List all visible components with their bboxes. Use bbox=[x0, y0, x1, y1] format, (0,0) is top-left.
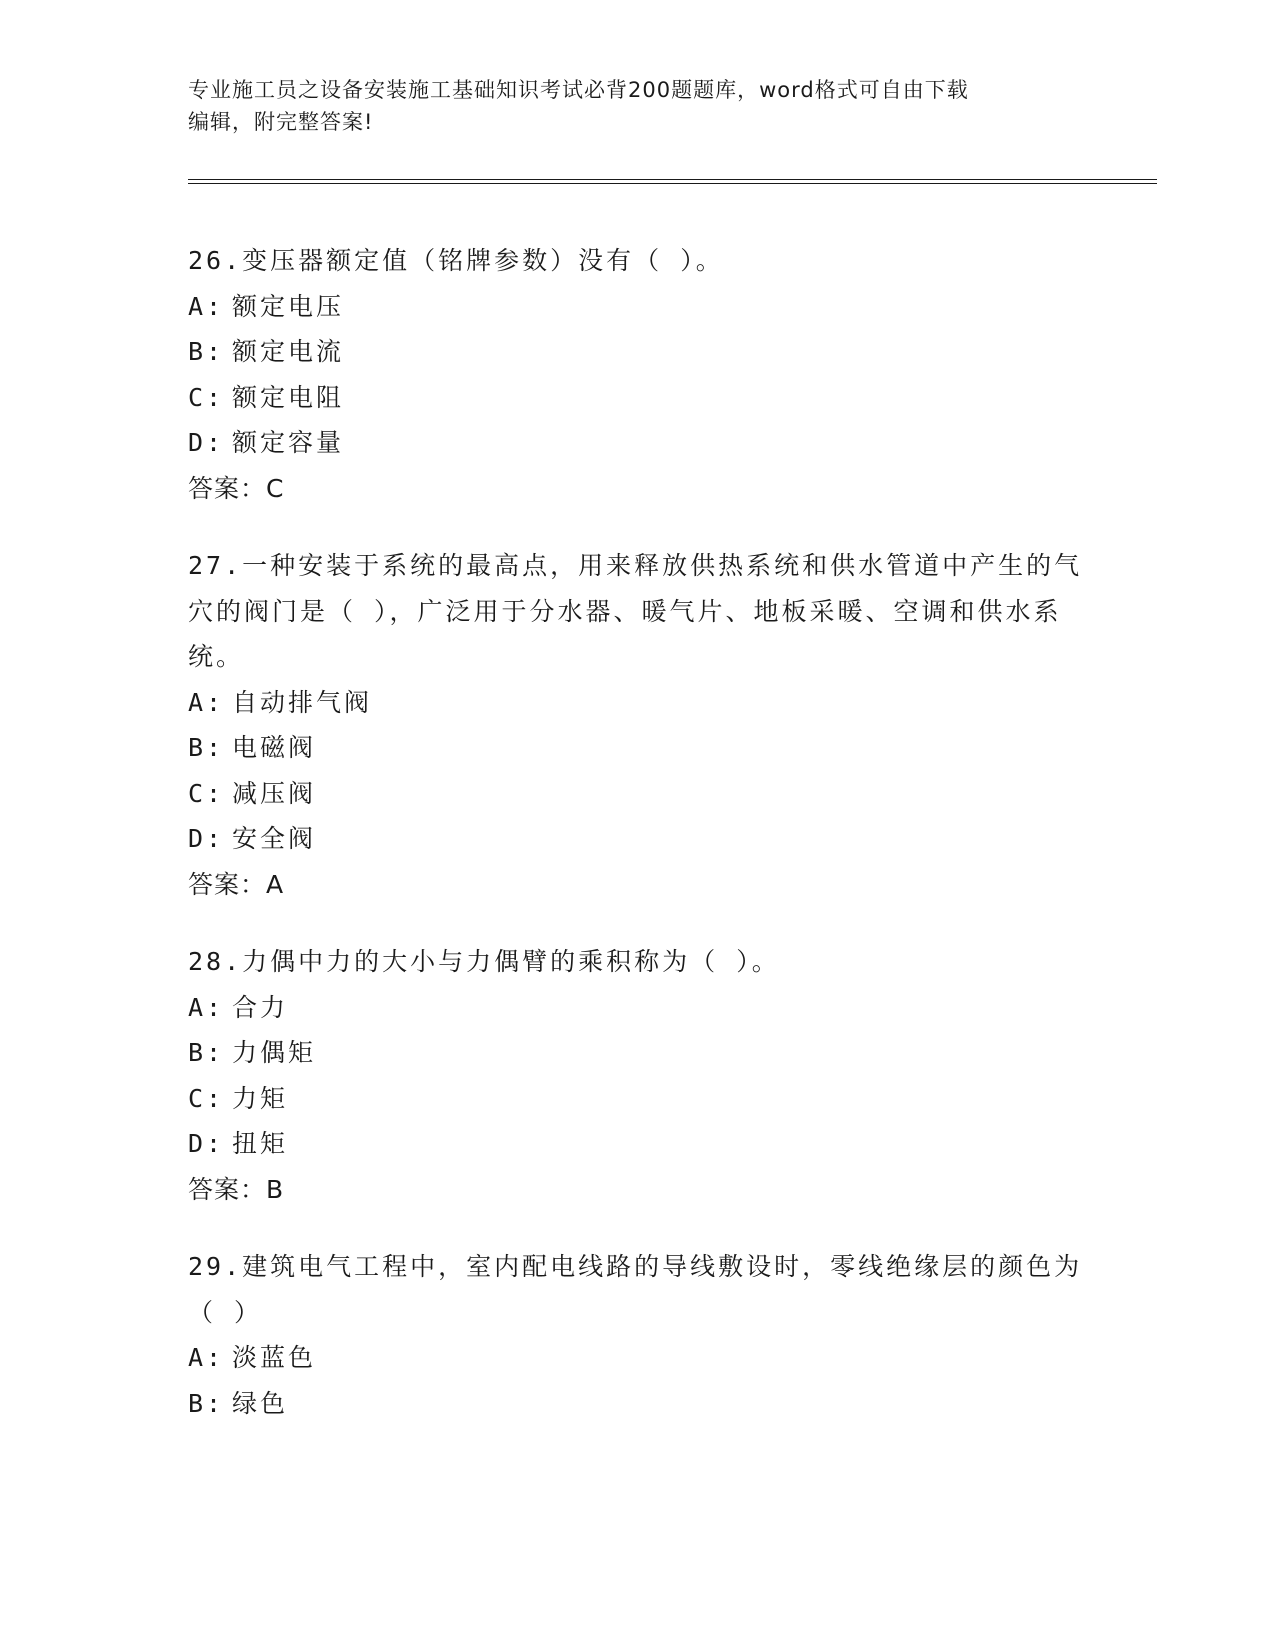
question-list bbox=[188, 238, 1088, 1458]
option-d bbox=[188, 420, 1088, 466]
option-text: 减压阀 bbox=[232, 778, 317, 808]
option-text: 力矩 bbox=[232, 1083, 289, 1113]
option-key: D: bbox=[188, 824, 225, 853]
option-text: 额定电阻 bbox=[232, 382, 345, 412]
document-header bbox=[188, 74, 1068, 138]
answer-line: 答案：C bbox=[188, 473, 285, 503]
option-key: D: bbox=[188, 1129, 225, 1158]
option-key: C: bbox=[188, 382, 225, 412]
header-divider-bottom bbox=[188, 183, 1157, 184]
option-text: 扭矩 bbox=[232, 1129, 289, 1158]
answer-line: 答案：B bbox=[188, 1174, 285, 1204]
option-text: 额定电压 bbox=[232, 291, 345, 321]
option-c bbox=[188, 1076, 1088, 1122]
option-b bbox=[188, 725, 1088, 771]
option-key: D: bbox=[188, 428, 225, 457]
question-27 bbox=[188, 543, 1088, 907]
option-key: A: bbox=[188, 687, 225, 717]
option-a bbox=[188, 284, 1088, 330]
option-key: B: bbox=[188, 1388, 225, 1418]
question-29 bbox=[188, 1244, 1088, 1426]
question-text: 27.一种安装于系统的最高点，用来释放供热系统和供水管道中产生的气穴的阀门是（ ），广泛用于分水器、暖气片、地板采暖、空调和供水系统。 bbox=[188, 551, 1083, 671]
option-text: 自动排气阀 bbox=[232, 687, 373, 717]
option-key: B: bbox=[188, 337, 225, 366]
option-a bbox=[188, 985, 1088, 1031]
option-text: 安全阀 bbox=[232, 824, 317, 853]
option-a bbox=[188, 1335, 1088, 1381]
option-c bbox=[188, 771, 1088, 817]
option-d bbox=[188, 816, 1088, 862]
question-text: 28.力偶中力的大小与力偶臂的乘积称为（ ）。 bbox=[188, 947, 780, 976]
option-key: C: bbox=[188, 778, 225, 808]
header-line-2: 编辑，附完整答案! bbox=[188, 110, 374, 134]
answer-line: 答案：A bbox=[188, 869, 285, 899]
option-b bbox=[188, 1381, 1088, 1427]
question-text: 29.建筑电气工程中，室内配电线路的导线敷设时，零线绝缘层的颜色为（ ） bbox=[188, 1252, 1083, 1327]
header-divider-top bbox=[188, 179, 1157, 180]
option-key: C: bbox=[188, 1083, 225, 1113]
option-key: A: bbox=[188, 992, 225, 1022]
option-text: 额定电流 bbox=[232, 337, 345, 366]
option-key: B: bbox=[188, 1038, 225, 1067]
option-b bbox=[188, 1030, 1088, 1076]
option-a bbox=[188, 680, 1088, 726]
question-text: 26.变压器额定值（铭牌参数）没有（ ）。 bbox=[188, 246, 724, 275]
option-d bbox=[188, 1121, 1088, 1167]
option-key: A: bbox=[188, 1343, 225, 1372]
option-text: 额定容量 bbox=[232, 428, 345, 457]
question-28 bbox=[188, 939, 1088, 1212]
question-26 bbox=[188, 238, 1088, 511]
option-text: 绿色 bbox=[232, 1388, 289, 1418]
option-text: 电磁阀 bbox=[232, 733, 317, 762]
option-text: 力偶矩 bbox=[232, 1038, 317, 1067]
option-b bbox=[188, 329, 1088, 375]
option-key: A: bbox=[188, 291, 225, 321]
option-c bbox=[188, 375, 1088, 421]
header-line-1: 专业施工员之设备安装施工基础知识考试必背200题题库，word格式可自由下载 bbox=[188, 78, 969, 102]
option-text: 淡蓝色 bbox=[232, 1343, 317, 1372]
option-key: B: bbox=[188, 733, 225, 762]
option-text: 合力 bbox=[232, 992, 289, 1022]
